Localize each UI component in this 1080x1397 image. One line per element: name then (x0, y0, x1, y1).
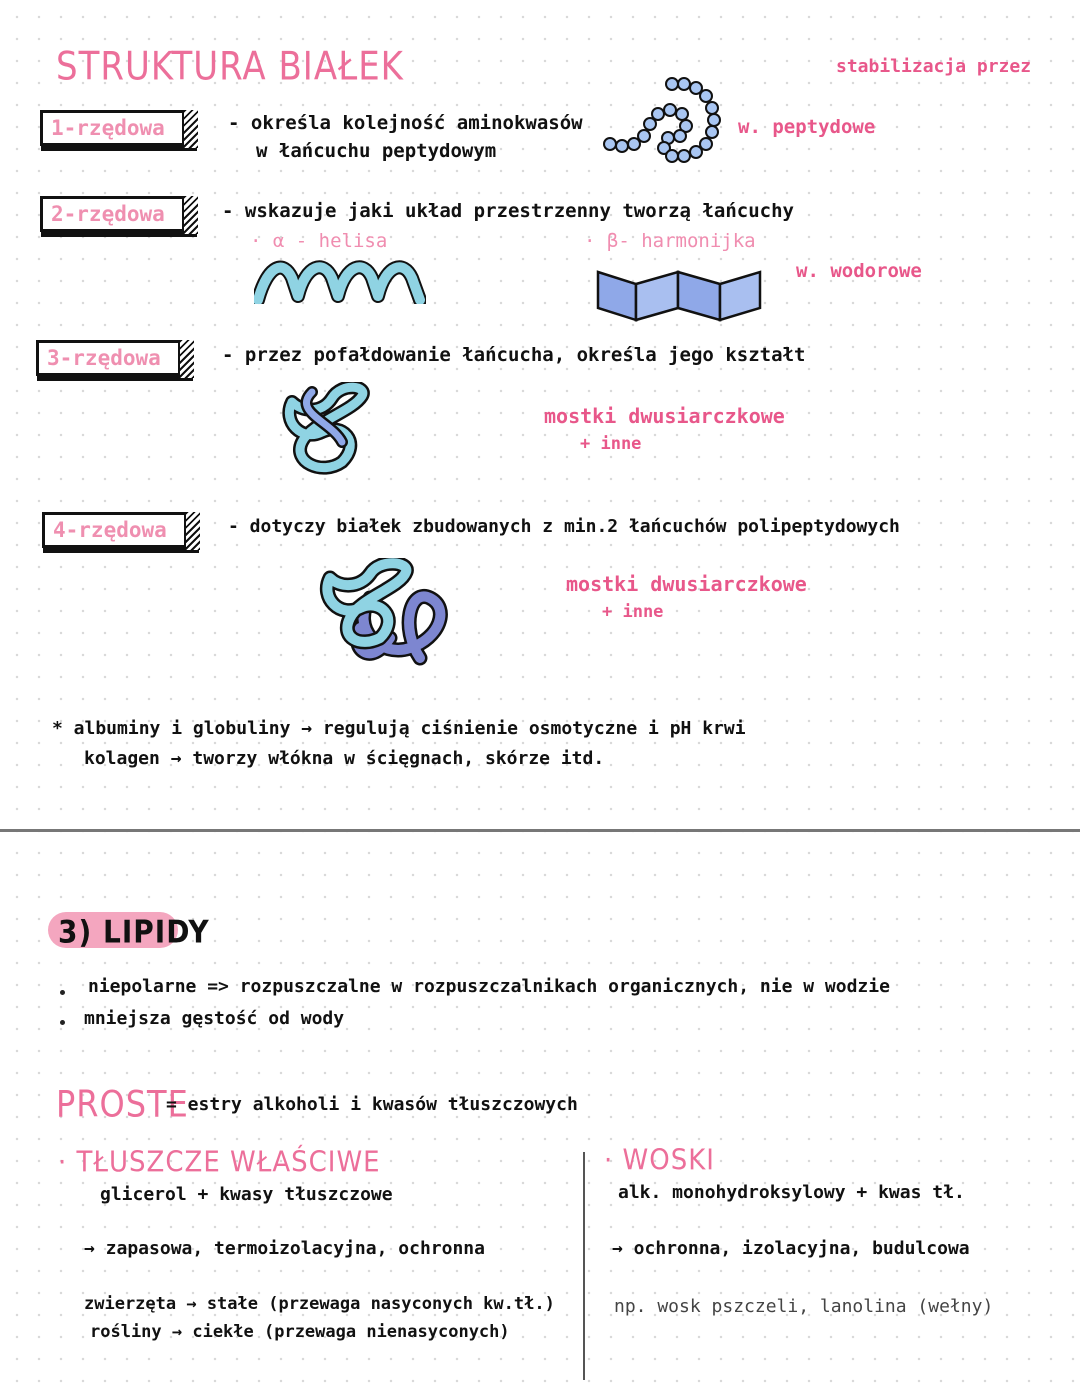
level-2-bond: w. wodorowe (796, 260, 922, 282)
lipidy-title: 3) LIPIDY (58, 914, 210, 951)
alpha-helix-label: · α - helisa (250, 230, 388, 252)
level-3-bond-extra: + inne (580, 434, 642, 454)
tluszcze-plants: rośliny → ciekłe (przewaga nienasyconych) (90, 1322, 510, 1342)
tluszcze-composition: glicerol + kwasy tłuszczowe (100, 1184, 393, 1205)
alpha-helix-illustration (254, 256, 426, 304)
tertiary-structure-illustration (272, 382, 376, 480)
quaternary-structure-illustration (310, 558, 460, 674)
footnote-line2: kolagen → tworzy włókna w ścięgnach, skórze itd. (84, 748, 605, 769)
woski-example: np. wosk pszczeli, lanolina (wełny) (614, 1296, 994, 1317)
level-1-box: 1-rzędowa (40, 110, 198, 146)
proste-label: PROSTE (56, 1082, 189, 1126)
level-1-bond: w. peptydowe (738, 116, 876, 138)
level-4-bond: mostki dwusiarczkowe (566, 572, 807, 596)
level-1-text-line2: w łańcuchu peptydowym (256, 140, 497, 162)
woski-functions: → ochronna, izolacyjna, budulcowa (612, 1238, 970, 1259)
bullet-2 (60, 1020, 65, 1025)
beta-sheet-illustration (596, 264, 764, 322)
proste-definition: = estry alkoholi i kwasów tłuszczowych (166, 1094, 578, 1115)
level-4-text-line1: - dotyczy białek zbudowanych z min.2 łańcuchów polipeptydowych (228, 516, 900, 537)
peptide-chain-illustration (600, 74, 725, 166)
lipidy-bullet-1: niepolarne => rozpuszczalne w rozpuszczalnikach organicznych, nie w wodzie (88, 976, 890, 997)
section-divider (0, 829, 1080, 832)
page-title: STRUKTURA BIAŁEK (56, 44, 404, 90)
stabilization-label: stabilizacja przez (836, 56, 1032, 77)
column-divider (583, 1152, 585, 1380)
level-3-bond: mostki dwusiarczkowe (544, 404, 785, 428)
tluszcze-functions: → zapasowa, termoizolacyjna, ochronna (84, 1238, 485, 1259)
level-1-text-line1: - określa kolejność aminokwasów (228, 112, 583, 134)
level-3-text-line1: - przez pofałdowanie łańcucha, określa jego kształt (222, 344, 806, 366)
bullet-1 (60, 990, 65, 995)
beta-sheet-label: · β- harmonijka (584, 230, 756, 252)
lipidy-bullet-2: mniejsza gęstość od wody (84, 1008, 345, 1029)
tluszcze-title: · TŁUSZCZE WŁAŚCIWE (58, 1146, 381, 1179)
level-4-box: 4-rzędowa (42, 512, 200, 548)
level-3-box: 3-rzędowa (36, 340, 194, 376)
footnote-line1: * albuminy i globuliny → regulują ciśnienie osmotyczne i pH krwi (52, 718, 746, 739)
tluszcze-animals: zwierzęta → stałe (przewaga nasyconych kw.tł.) (84, 1294, 555, 1314)
level-2-box: 2-rzędowa (40, 196, 198, 232)
woski-title: · WOSKI (604, 1144, 715, 1177)
woski-composition: alk. monohydroksylowy + kwas tł. (618, 1182, 965, 1203)
level-2-text-line1: - wskazuje jaki układ przestrzenny tworzą łańcuchy (222, 200, 794, 222)
level-4-bond-extra: + inne (602, 602, 664, 622)
